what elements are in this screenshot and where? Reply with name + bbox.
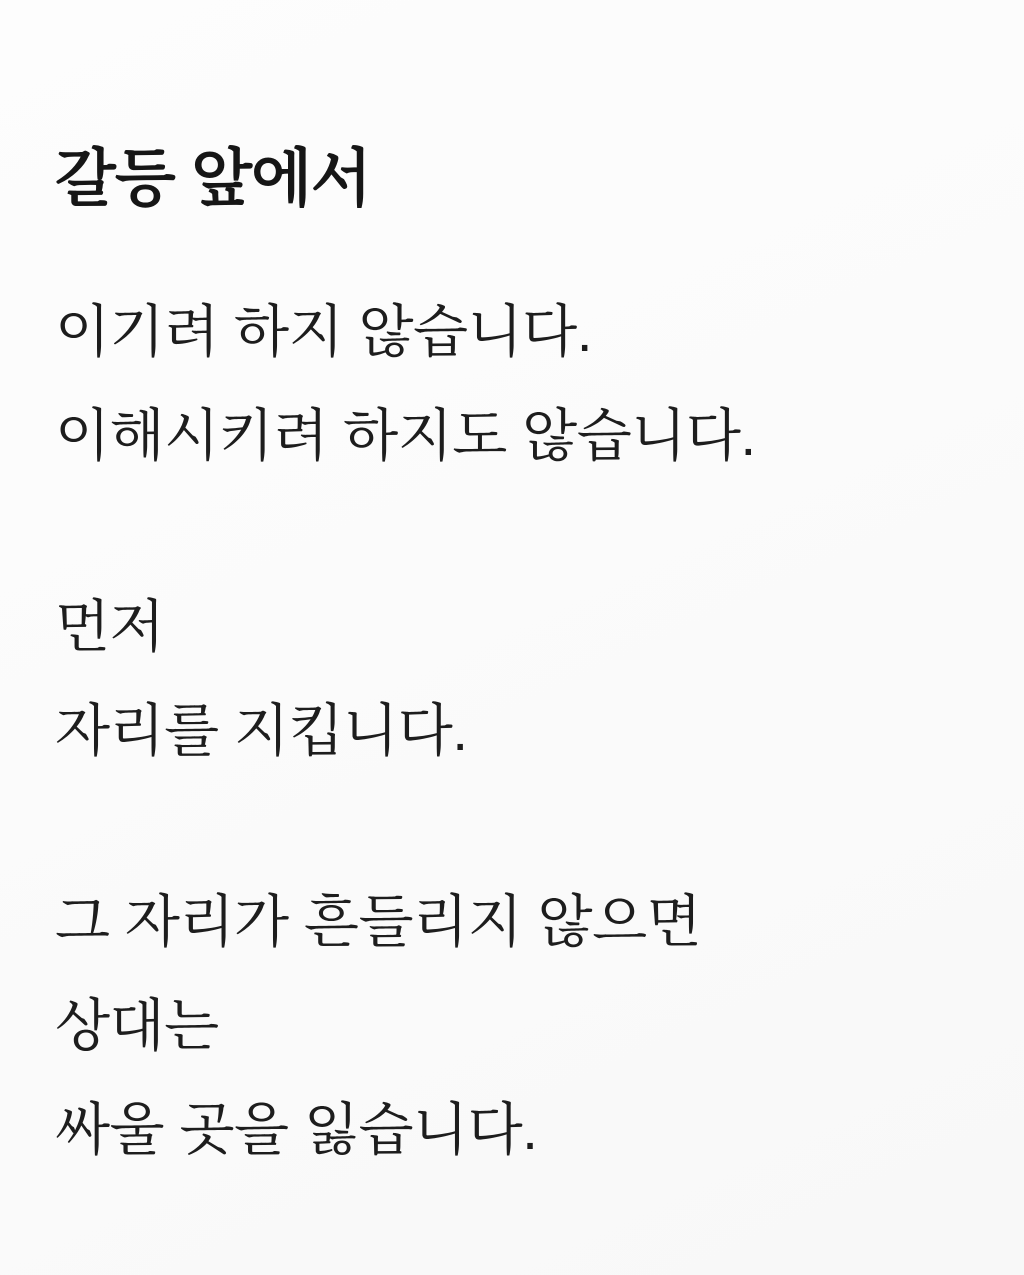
- page-title: 갈등 앞에서: [55, 144, 371, 215]
- stanza-3: [55, 870, 701, 1182]
- poem-line: 이기려 하지 않습니다.: [55, 300, 593, 364]
- poem-line: 이해시키려 하지도 않습니다.: [55, 404, 756, 468]
- poem-line: 상대는: [55, 994, 219, 1058]
- poem-line: 싸울 곳을 잃습니다.: [55, 1098, 538, 1162]
- stanza-2: [55, 575, 468, 783]
- poem-line: 먼저: [55, 595, 165, 659]
- poem-line: 자리를 지킵니다.: [55, 699, 468, 763]
- poem-line: 그 자리가 흔들리지 않으면: [55, 890, 702, 954]
- stanza-1: [55, 280, 756, 488]
